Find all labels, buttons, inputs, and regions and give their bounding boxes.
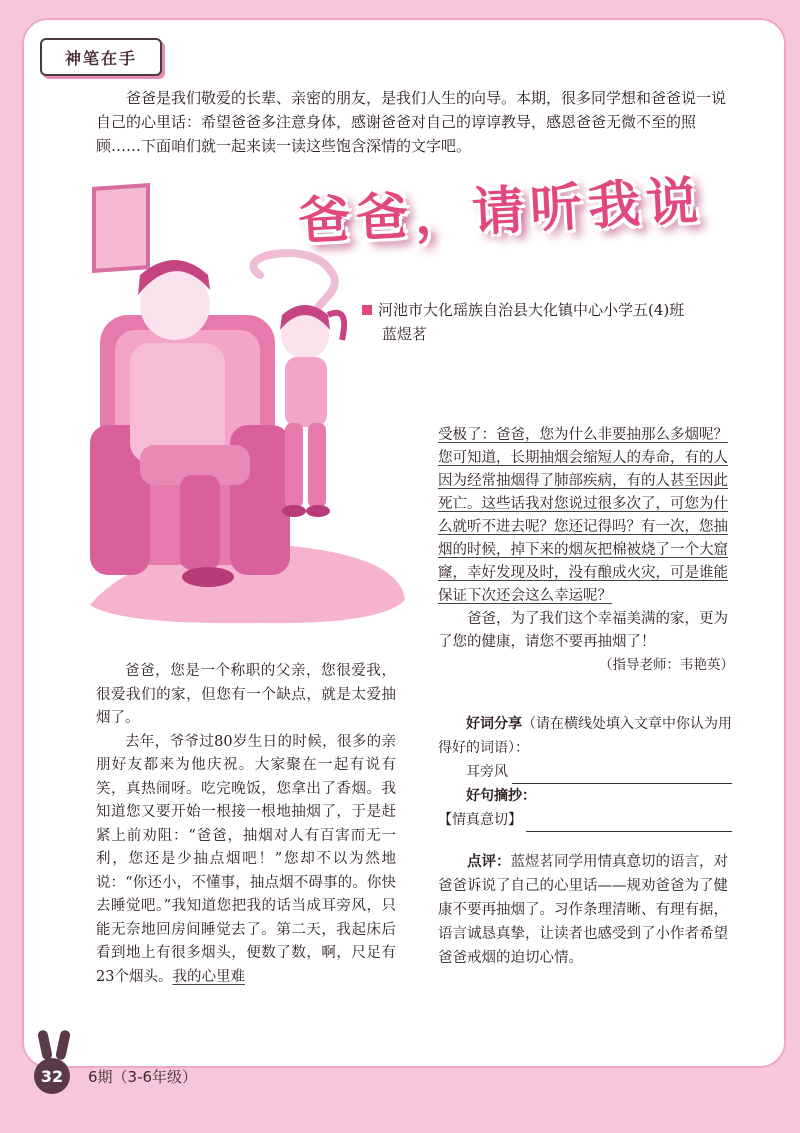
intro-paragraph: 爸爸是我们敬爱的长辈、亲密的朋友，是我们人生的向导。本期，很多同学想和爸爸说一说自己的心里话：希望爸爸多注意身体，感谢爸爸对自己的谆谆教导，感恩爸爸无微不至的照顾……下面咱们就一起来读一读这些饱含深情的文字吧。	[96, 89, 727, 155]
body-paragraph: 爸爸，您是一个称职的父亲，您很爱我，很爱我们的家，但您有一个缺点，就是太爱抽烟了。	[96, 663, 396, 726]
comment-text: 蓝煜茗同学用情真意切的语言，对爸爸诉说了自己的心里话——规劝爸爸为了健康不要再抽烟了。习作条理清晰、有理有据，语言诚恳真挚，让读者也感受到了小作者希望爸爸戒烟的迫切心情。	[438, 854, 728, 966]
article-right-column	[438, 424, 734, 677]
teacher-credit: （指导老师：韦艳英）	[599, 657, 734, 673]
exercise-instruction: （请在横线处填入文章中你认为用得好的词语）：	[438, 716, 732, 756]
column-tab: 神笔在手	[40, 38, 162, 76]
exercise-word: 耳旁风	[466, 764, 508, 780]
body-paragraph: 去年，爷爷过80岁生日的时候，很多的亲朋好友都来为他庆祝。大家聚在一起有说有笑，真热闹呀。吃完晚饭，您拿出了香烟。我知道您又要开始一根接一根地抽烟了，于是赶紧上前劝阻：“爸爸，抽烟对人有百害而无一利，您还是少抽点烟吧！”您却不以为然地说：“你还小，不懂事，抽点烟不碍事的。你快去睡觉吧。”我知道您把我的话当成耳旁风，只能无奈地回房间睡觉去了。第二天，我起床后看到地上有很多烟头，便数了数，啊，尺足有23个烟头。我的心里难	[96, 733, 396, 985]
exercise-label: 好词分享	[466, 716, 522, 732]
sentence-word: 【情真意切】	[438, 812, 522, 828]
article-title: 爸爸，请听我说	[296, 171, 706, 253]
page-number: 32	[34, 1058, 70, 1094]
closing-paragraph: 爸爸，为了我们这个幸福美满的家，更为了您的健康，请您不要再抽烟了！	[438, 611, 728, 650]
author-name: 蓝煜茗	[382, 325, 428, 343]
fill-in-blank[interactable]	[526, 813, 732, 832]
fill-in-blank[interactable]	[512, 765, 732, 784]
word-exercise	[438, 712, 738, 832]
school-name: 河池市大化瑶族自治县大化镇中心小学五(4)班	[378, 301, 685, 319]
article-left-column	[96, 660, 396, 989]
underlined-text: 我的心里难	[172, 968, 245, 985]
comment-label: 点评：	[467, 854, 511, 870]
teacher-comment	[438, 850, 736, 970]
sentence-label: 好句摘抄：	[466, 788, 536, 804]
underlined-passage: 受极了：爸爸，您为什么非要抽那么多烟呢？您可知道，长期抽烟会缩短人的寿命，有的人因为经常抽烟得了肺部疾病，有的人甚至因此死亡。这些话我对您说过很多次了，可您为什么就听不进去呢？您还记得吗？有一次，您抽烟的时候，掉下来的烟灰把棉被烧了一个大窟窿，幸好发现及时，没有酿成火灾，可是谁能保证下次还会这么幸运呢？	[438, 427, 728, 604]
issue-label: 6期（3-6年级）	[88, 1068, 198, 1086]
father-daughter-illustration	[80, 245, 410, 625]
square-bullet-icon	[362, 305, 372, 315]
byline	[362, 298, 742, 346]
